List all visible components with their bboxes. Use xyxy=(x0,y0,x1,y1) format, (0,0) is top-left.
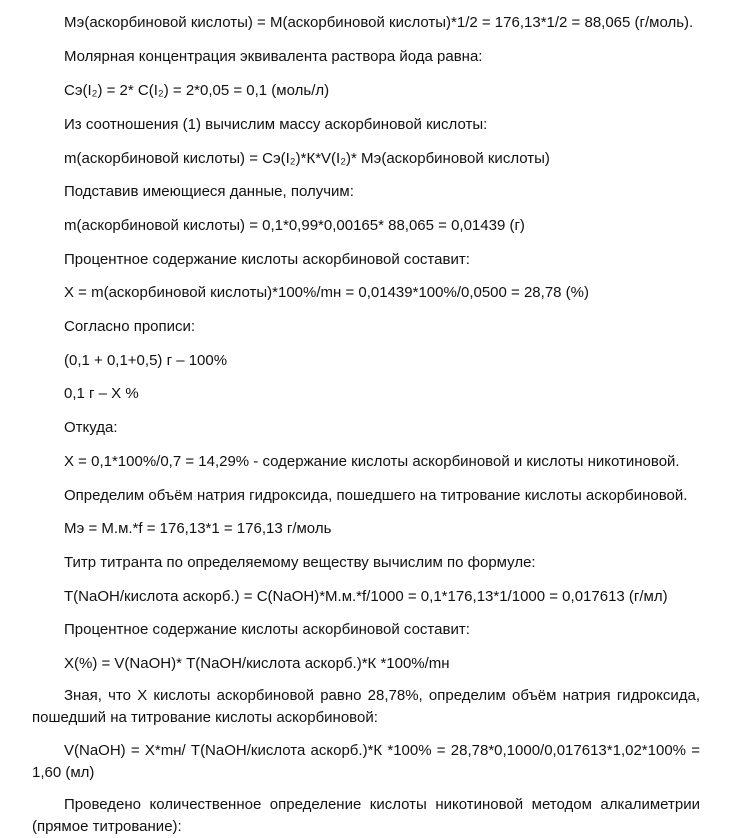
formula-line: 0,1 г – Х % xyxy=(64,385,139,402)
formula-line: m(аскорбиновой кислоты) = 0,1*0,99*0,00165* 88,065 = 0,01439 (г) xyxy=(64,217,525,234)
text-line: Процентное содержание кислоты аскорбиновой составит: xyxy=(64,251,470,268)
formula-line: Мэ = М.м.*f = 176,13*1 = 176,13 г/моль xyxy=(64,520,332,537)
formula-line: Сэ(I₂) = 2* С(I₂) = 2*0,05 = 0,1 (моль/л) xyxy=(64,82,330,99)
formula-line: m(аскорбиновой кислоты) = Сэ(I₂)*К*V(I₂)* Мэ(аскорбиновой кислоты) xyxy=(64,150,550,167)
text-line: Подставив имеющиеся данные, получим: xyxy=(64,183,354,200)
formula-line: Х = 0,1*100%/0,7 = 14,29% - содержание кислоты аскорбиновой и кислоты никотиновой. xyxy=(64,453,680,470)
text-line: Согласно прописи: xyxy=(64,318,196,335)
paragraph: Зная, что Х кислоты аскорбиновой равно 28,78%, определим объём натрия гидроксида, пошедший на титрование кислоты аскорбиновой: xyxy=(32,687,700,726)
formula-line: (0,1 + 0,1+0,5) г – 100% xyxy=(64,352,228,369)
formula-line: Т(NaOH/кислота аскорб.) = С(NaOH)*М.м.*f/1000 = 0,1*176,13*1/1000 = 0,017613 (г/мл) xyxy=(64,588,668,605)
text-line: Титр титранта по определяемому веществу вычислим по формуле: xyxy=(64,554,536,571)
text-line: Определим объём натрия гидроксида, пошедшего на титрование кислоты аскорбиновой. xyxy=(64,487,688,504)
text-line: Откуда: xyxy=(64,419,118,436)
formula-line: Х = m(аскорбиновой кислоты)*100%/mн = 0,01439*100%/0,0500 = 28,78 (%) xyxy=(64,284,589,301)
text-line: Молярная концентрация эквивалента раствора йода равна: xyxy=(64,48,483,65)
paragraph: Проведено количественное определение кислоты никотиновой методом алкалиметрии (прямое титрование): xyxy=(32,796,700,835)
text-line: Из соотношения (1) вычислим массу аскорбиновой кислоты: xyxy=(64,116,488,133)
formula-line: Х(%) = V(NaOH)* Т(NaOH/кислота аскорб.)*К *100%/mн xyxy=(64,655,450,672)
text-line: Процентное содержание кислоты аскорбиновой составит: xyxy=(64,621,470,638)
formula-paragraph: V(NaOH) = Х*mн/ Т(NaOH/кислота аскорб.)*К *100% = 28,78*0,1000/0,017613*1,02*100% = 1,60 (мл) xyxy=(32,742,700,781)
text-line: Мэ(аскорбиновой кислоты) = М(аскорбиновой кислоты)*1/2 = 176,13*1/2 = 88,065 (г/моль). xyxy=(64,14,694,31)
